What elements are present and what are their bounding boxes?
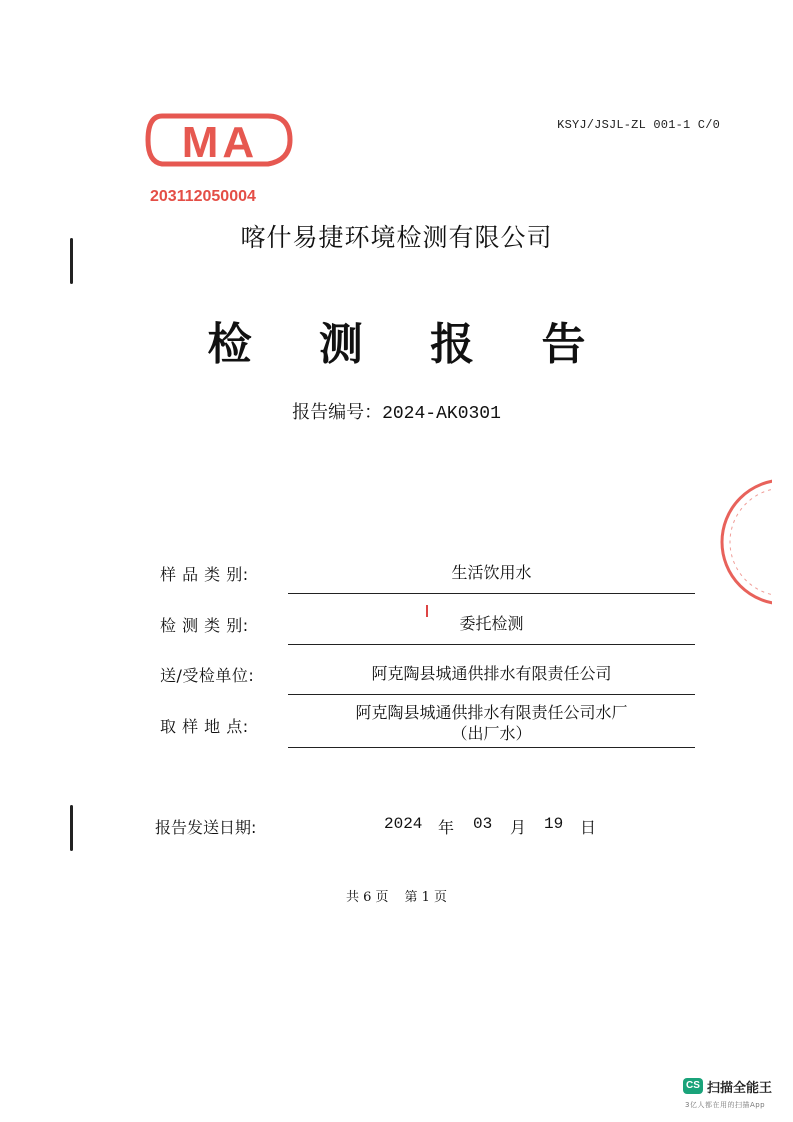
page-current: 第 1 页: [404, 890, 448, 905]
field-underline: [288, 694, 695, 695]
field-label: 送/受检单位:: [160, 666, 255, 685]
scanner-watermark: [683, 1076, 788, 1116]
field-underline: [288, 644, 695, 645]
field-underline: [288, 593, 695, 594]
field-value: 阿克陶县城通供排水有限责任公司: [371, 664, 612, 683]
scanner-tagline: 3亿人都在用的扫描App: [685, 1101, 766, 1109]
document-code: KSYJ/JSJL-ZL 001-1 C/0: [557, 118, 720, 132]
field-underline: [288, 747, 695, 748]
scanner-logo-icon: CS: [683, 1078, 703, 1094]
field-row-sample-type: [150, 562, 695, 598]
red-seal: [712, 470, 772, 620]
ma-stamp-number: 203112050004: [150, 188, 256, 205]
field-row-unit: [150, 663, 695, 699]
ma-stamp: [140, 100, 300, 220]
field-value-line2: （出厂水）: [451, 724, 532, 743]
report-date-label: 报告发送日期:: [155, 818, 257, 837]
report-number-value: 2024-AK0301: [382, 404, 501, 424]
field-label: 检 测 类 别:: [160, 616, 249, 635]
ma-stamp-graphic: [140, 100, 300, 220]
field-row-test-type: [150, 613, 695, 649]
field-value: 委托检测: [459, 614, 524, 633]
report-date-year: 2024: [384, 815, 423, 833]
report-date-day: 19: [544, 815, 564, 833]
field-label: 样 品 类 别:: [160, 565, 249, 584]
field-label: 取 样 地 点:: [160, 717, 249, 736]
report-date-month: 03: [473, 815, 493, 833]
binding-mark-bottom: [70, 805, 73, 851]
page-total: 共 6 页: [345, 890, 389, 905]
ma-stamp-mark: MA: [181, 118, 259, 167]
page-indicator: [0, 886, 793, 905]
field-value: 生活饮用水: [451, 563, 532, 582]
report-number: [0, 398, 793, 424]
scanner-name: 扫描全能王: [707, 1081, 773, 1096]
report-title: 检 测 报 告: [207, 319, 612, 370]
field-value-line1: 阿克陶县城通供排水有限责任公司水厂: [355, 703, 628, 722]
report-date-day-unit: 日: [580, 818, 597, 837]
report-date-month-unit: 月: [510, 818, 527, 837]
report-date-year-unit: 年: [438, 818, 455, 837]
field-row-sampling-site: [150, 702, 695, 752]
company-name: 喀什易捷环境检测有限公司: [240, 223, 553, 252]
report-number-label: 报告编号：: [292, 402, 383, 423]
